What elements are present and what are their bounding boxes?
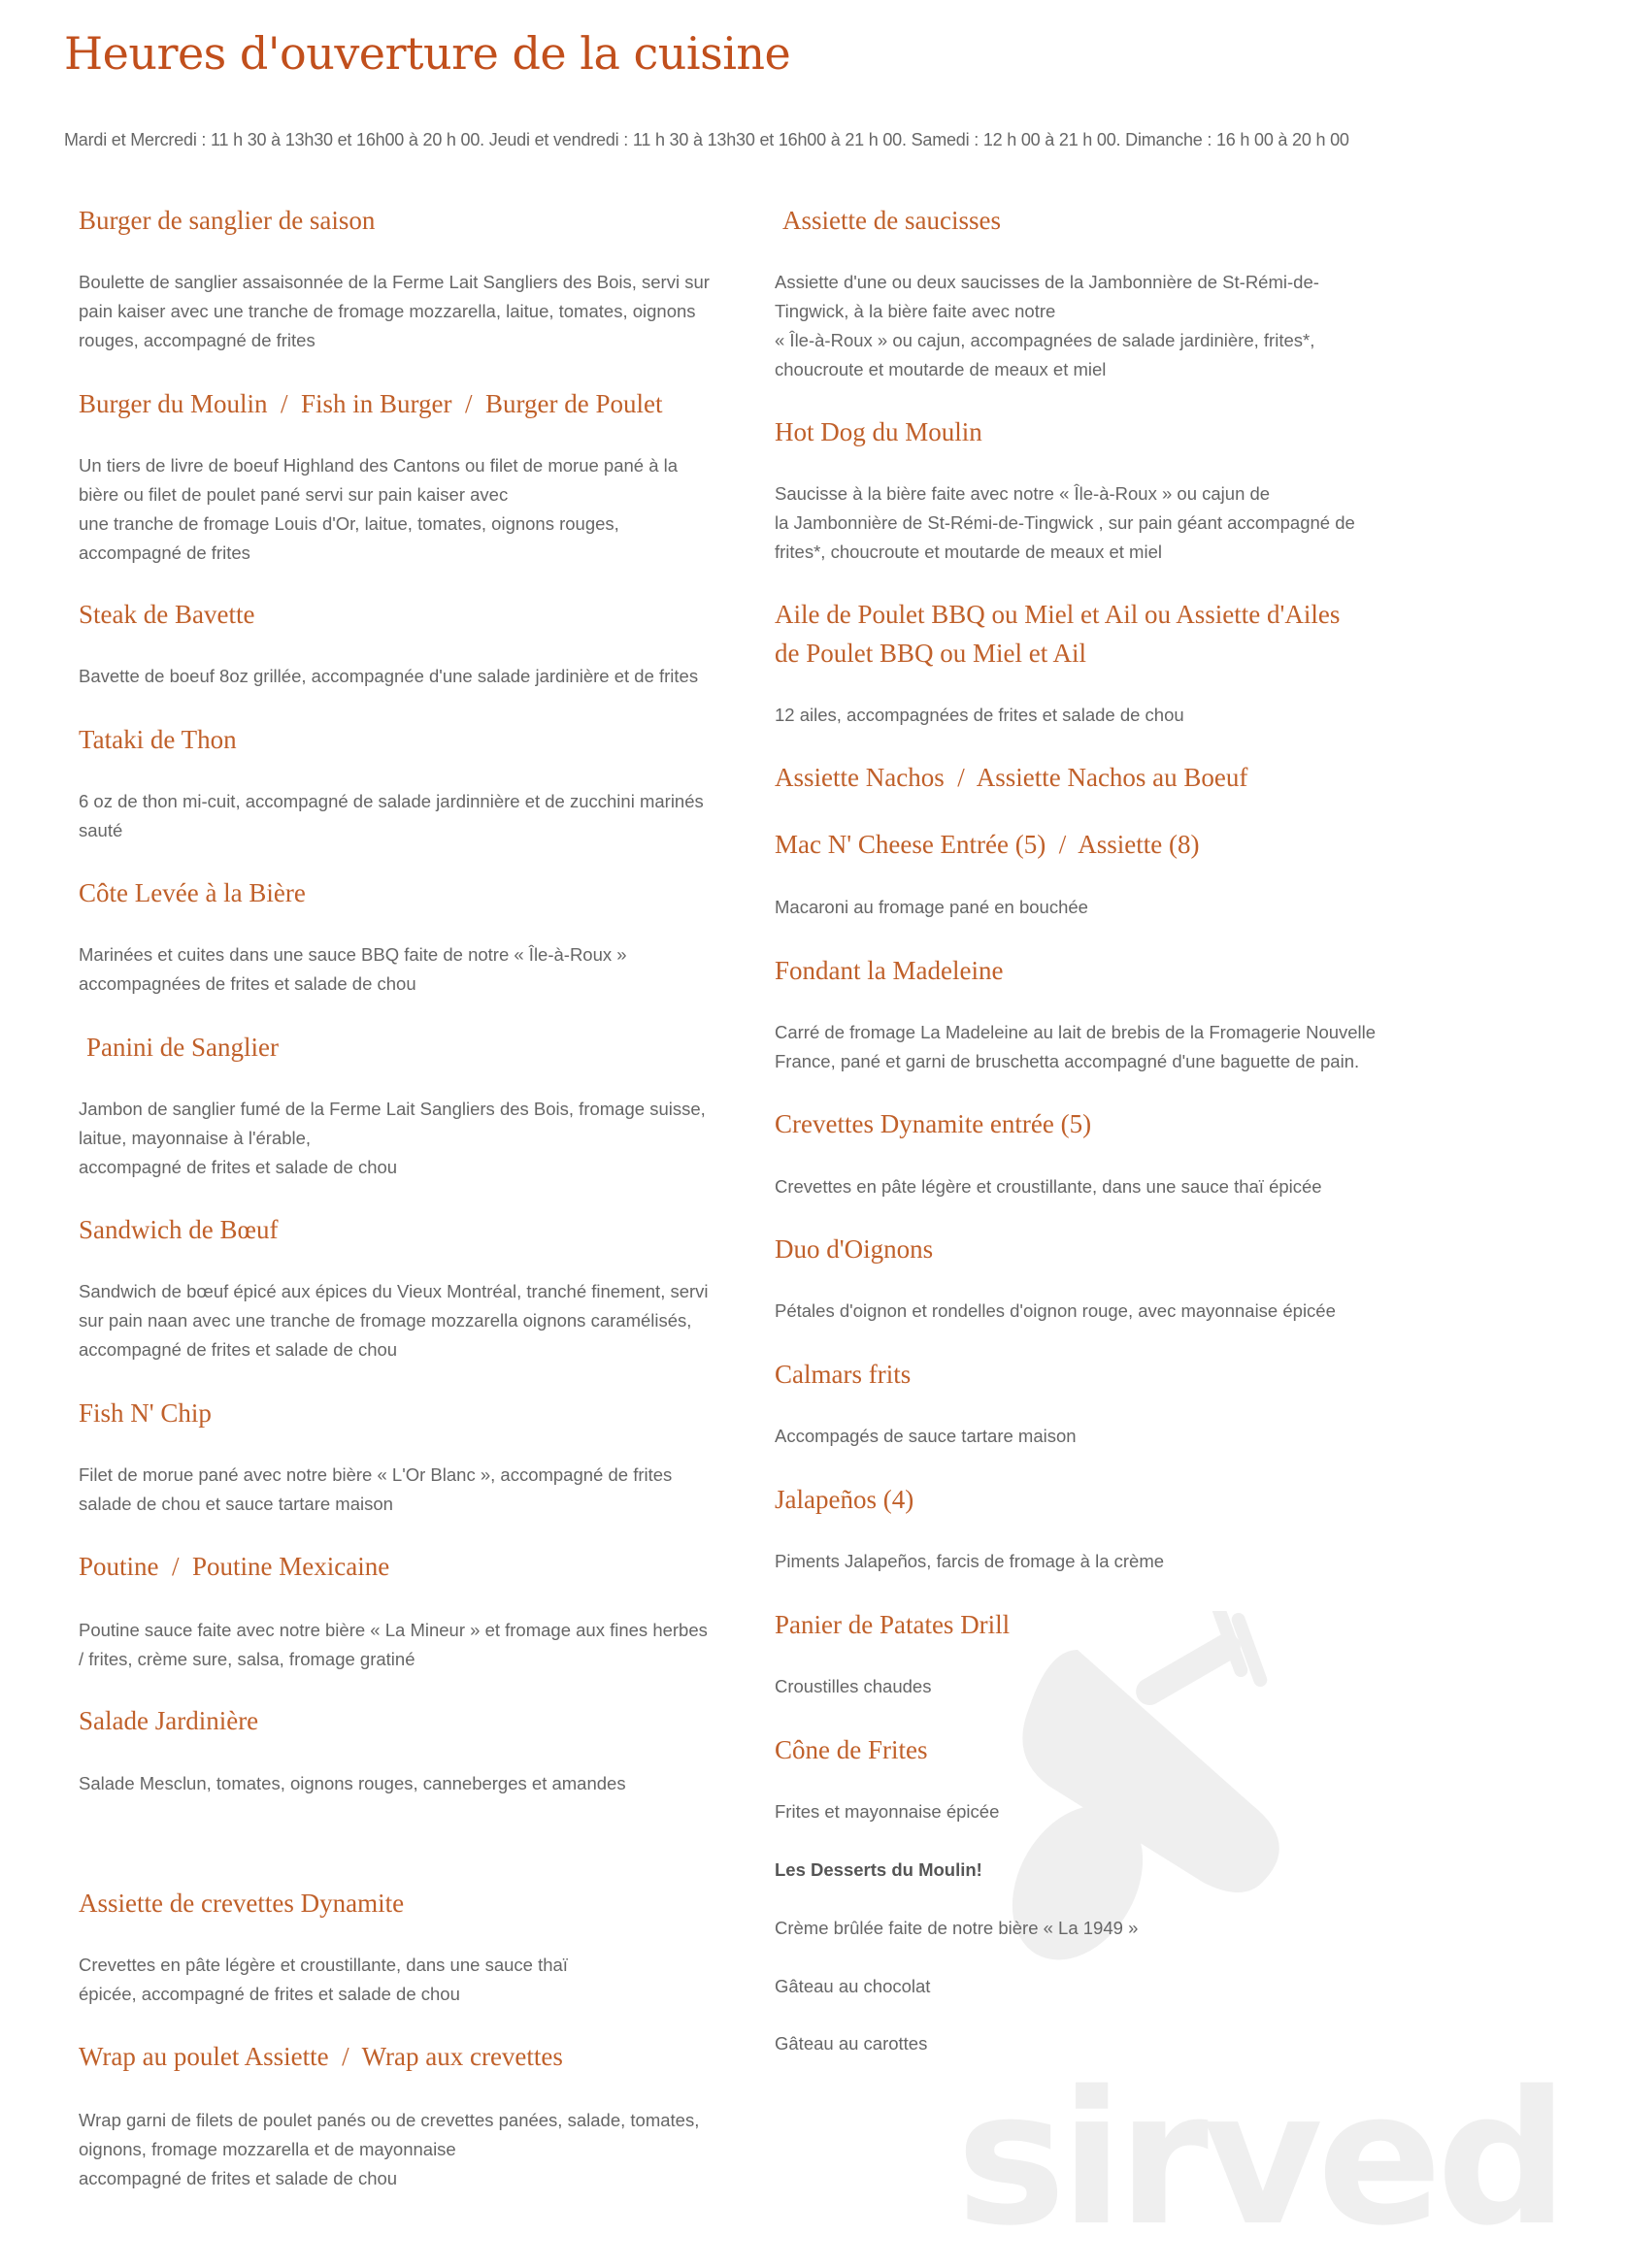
- menu-item-desc: Marinées et cuites dans une sauce BBQ faite de notre « Île-à-Roux » accompagnées de frites et salade de chou: [79, 944, 627, 994]
- menu-item-desc: Un tiers de livre de boeuf Highland des Cantons ou filet de morue pané à la bière ou filet de poulet pané servi sur pain kaiser avec une tranche de fromage Louis d'Or, laitue, tomates, oignons rouges, accompagné de frites: [79, 455, 679, 563]
- menu-item-name: Calmars frits: [775, 1360, 912, 1389]
- menu-item-name: Mac N' Cheese Entrée (5) / Assiette (8): [775, 830, 1200, 859]
- dessert-item: Crème brûlée faite de notre bière « La 1949 »: [775, 1918, 1139, 1938]
- kitchen-hours: Mardi et Mercredi : 11 h 30 à 13h30 et 16h00 à 20 h 00. Jeudi et vendredi : 11 h 30 à 13h30 et 16h00 à 21 h 00. Samedi : 12 h 00 à 21 h 00. Dimanche : 16 h 00 à 20 h 00: [64, 130, 1349, 149]
- desserts-heading: Les Desserts du Moulin!: [775, 1859, 982, 1880]
- dessert-item: Gâteau au chocolat: [775, 1976, 931, 1996]
- menu-item-name: Jalapeños (4): [775, 1485, 914, 1514]
- menu-item-desc: 12 ailes, accompagnées de frites et salade de chou: [775, 705, 1184, 725]
- menu-item-name: Duo d'Oignons: [775, 1234, 934, 1264]
- menu-item-desc: Assiette d'une ou deux saucisses de la Jambonnière de St-Rémi-de- Tingwick, à la bière faite avec notre « Île-à-Roux » ou cajun, accompagnées de salade jardinière, frites*, choucroute et moutarde de meaux et miel: [775, 272, 1319, 379]
- menu-item-name: Cône de Frites: [775, 1735, 928, 1764]
- menu-item-name: Panier de Patates Drill: [775, 1610, 1011, 1639]
- menu-item-name: Burger de sanglier de saison: [79, 206, 376, 235]
- menu-item-name: Assiette de saucisses: [782, 206, 1001, 235]
- menu-item-desc: Frites et mayonnaise épicée: [775, 1801, 1000, 1822]
- menu-item-name: Crevettes Dynamite entrée (5): [775, 1109, 1092, 1138]
- menu-item-name: Salade Jardinière: [79, 1706, 259, 1735]
- menu-item-desc: Jambon de sanglier fumé de la Ferme Lait Sangliers des Bois, fromage suisse, laitue, mayonnaise à l'érable, accompagné de frites et salade de chou: [79, 1099, 706, 1177]
- menu-item-desc: Bavette de boeuf 8oz grillée, accompagnée d'une salade jardinière et de frites: [79, 666, 699, 686]
- menu-item-desc: Carré de fromage La Madeleine au lait de brebis de la Fromagerie Nouvelle France, pané et garni de bruschetta accompagné d'une baguette de pain.: [775, 1022, 1377, 1071]
- menu-item-name: Poutine / Poutine Mexicaine: [79, 1552, 390, 1581]
- menu-item-desc: Pétales d'oignon et rondelles d'oignon rouge, avec mayonnaise épicée: [775, 1300, 1336, 1321]
- menu-item-desc: Boulette de sanglier assaisonnée de la Ferme Lait Sangliers des Bois, servi sur pain kaiser avec une tranche de fromage mozzarella, laitue, tomates, oignons rouges, accompagné de frites: [79, 272, 710, 350]
- menu-item-desc: Wrap garni de filets de poulet panés ou de crevettes panées, salade, tomates, oignons, fromage mozzarella et de mayonnaise accompagné de frites et salade de chou: [79, 2110, 700, 2188]
- menu-item-name: Assiette Nachos / Assiette Nachos au Boeuf: [775, 763, 1248, 792]
- menu-item-name: Burger du Moulin / Fish in Burger / Burger de Poulet: [79, 389, 663, 418]
- menu-item-desc: Piments Jalapeños, farcis de fromage à la crème: [775, 1551, 1165, 1571]
- watermark-text: sirved: [956, 2052, 1563, 2252]
- menu-item-name: Hot Dog du Moulin: [775, 417, 982, 446]
- menu-item-desc: Saucisse à la bière faite avec notre « Île-à-Roux » ou cajun de la Jambonnière de St-Rémi-de-Tingwick , sur pain géant accompagné de frites*, choucroute et moutarde de meaux et miel: [775, 483, 1355, 562]
- menu-item-name: Côte Levée à la Bière: [79, 878, 306, 907]
- menu-item-name: Steak de Bavette: [79, 600, 255, 629]
- menu-item-desc: Accompagés de sauce tartare maison: [775, 1426, 1077, 1446]
- menu-item-name: Panini de Sanglier: [86, 1033, 279, 1062]
- menu-item-name: Tataki de Thon: [79, 725, 237, 754]
- menu-item-name: Fondant la Madeleine: [775, 956, 1004, 985]
- menu-item-name: Assiette de crevettes Dynamite: [79, 1889, 405, 1918]
- menu-item-desc: Croustilles chaudes: [775, 1676, 932, 1696]
- menu-item-desc: Crevettes en pâte légère et croustillante, dans une sauce thaï épicée: [775, 1176, 1322, 1197]
- menu-item-desc: Crevettes en pâte légère et croustillante, dans une sauce thaï épicée, accompagné de frites et salade de chou: [79, 1955, 568, 2004]
- menu-item-desc: Poutine sauce faite avec notre bière « La Mineur » et fromage aux fines herbes / frites, crème sure, salsa, fromage gratiné: [79, 1620, 708, 1669]
- menu-item-desc: 6 oz de thon mi-cuit, accompagné de salade jardinnière et de zucchini marinés sauté: [79, 791, 704, 840]
- page-title: Heures d'ouverture de la cuisine: [64, 27, 791, 80]
- menu-item-name: Sandwich de Bœuf: [79, 1215, 279, 1244]
- menu-item-desc: Filet de morue pané avec notre bière « L'Or Blanc », accompagné de frites salade de chou et sauce tartare maison: [79, 1464, 673, 1514]
- menu-item-name: Fish N' Chip: [79, 1398, 212, 1428]
- menu-item-desc: Macaroni au fromage pané en bouchée: [775, 897, 1088, 917]
- menu-item-desc: Salade Mesclun, tomates, oignons rouges, canneberges et amandes: [79, 1773, 626, 1793]
- menu-item-desc: Sandwich de bœuf épicé aux épices du Vieux Montréal, tranché finement, servi sur pain naan avec une tranche de fromage mozzarella oignons caramélisés, accompagné de frites et salade de chou: [79, 1281, 709, 1360]
- menu-item-name: Wrap au poulet Assiette / Wrap aux crevettes: [79, 2042, 563, 2071]
- dessert-item: Gâteau au carottes: [775, 2033, 928, 2054]
- menu-item-name: Aile de Poulet BBQ ou Miel et Ail ou Assiette d'Ailes de Poulet BBQ ou Miel et Ail: [775, 600, 1341, 668]
